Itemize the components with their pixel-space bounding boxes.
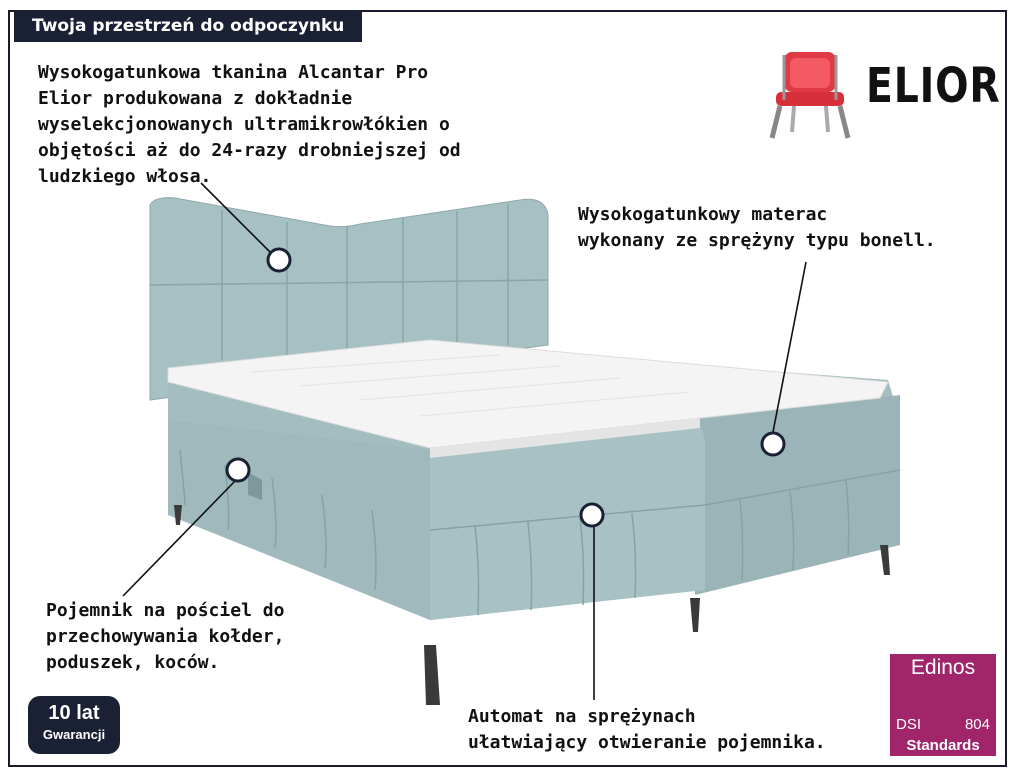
edinos-title: Edinos [910, 656, 976, 679]
warranty-badge [28, 696, 120, 754]
brand-name: ELIOR [866, 58, 1001, 114]
hotspot-automat [581, 504, 603, 526]
page-title: Twoja przestrzeń do odpoczynku [14, 10, 362, 42]
hotspot-fabric [268, 249, 290, 271]
callout-automat: Automat na sprężynach ułatwiający otwieranie pojemnika. [468, 706, 826, 753]
callout-storage: Pojemnik na pościel do przechowywania kołder, poduszek, koców. [46, 600, 285, 673]
edinos-dsi: DSI [896, 716, 922, 733]
chair-icon [772, 52, 848, 138]
warranty-years: 10 lat [48, 702, 100, 724]
callout-mattress: Wysokogatunkowy materac wykonany ze sprężyny typu bonell. [578, 204, 936, 251]
edinos-badge [890, 654, 996, 756]
hotspot-storage [227, 459, 249, 481]
edinos-number: 804 [964, 716, 990, 733]
warranty-label: Gwarancji [42, 727, 106, 742]
hotspot-mattress [762, 433, 784, 455]
edinos-standards: Standards [906, 737, 980, 754]
callout-fabric: Wysokogatunkowa tkanina Alcantar Pro Elior produkowana z dokładnie wyselekcjonowanych ultramikrowłókien o objętości aż do 24-razy drobniejszej od ludzkiego włosa. [38, 62, 461, 187]
